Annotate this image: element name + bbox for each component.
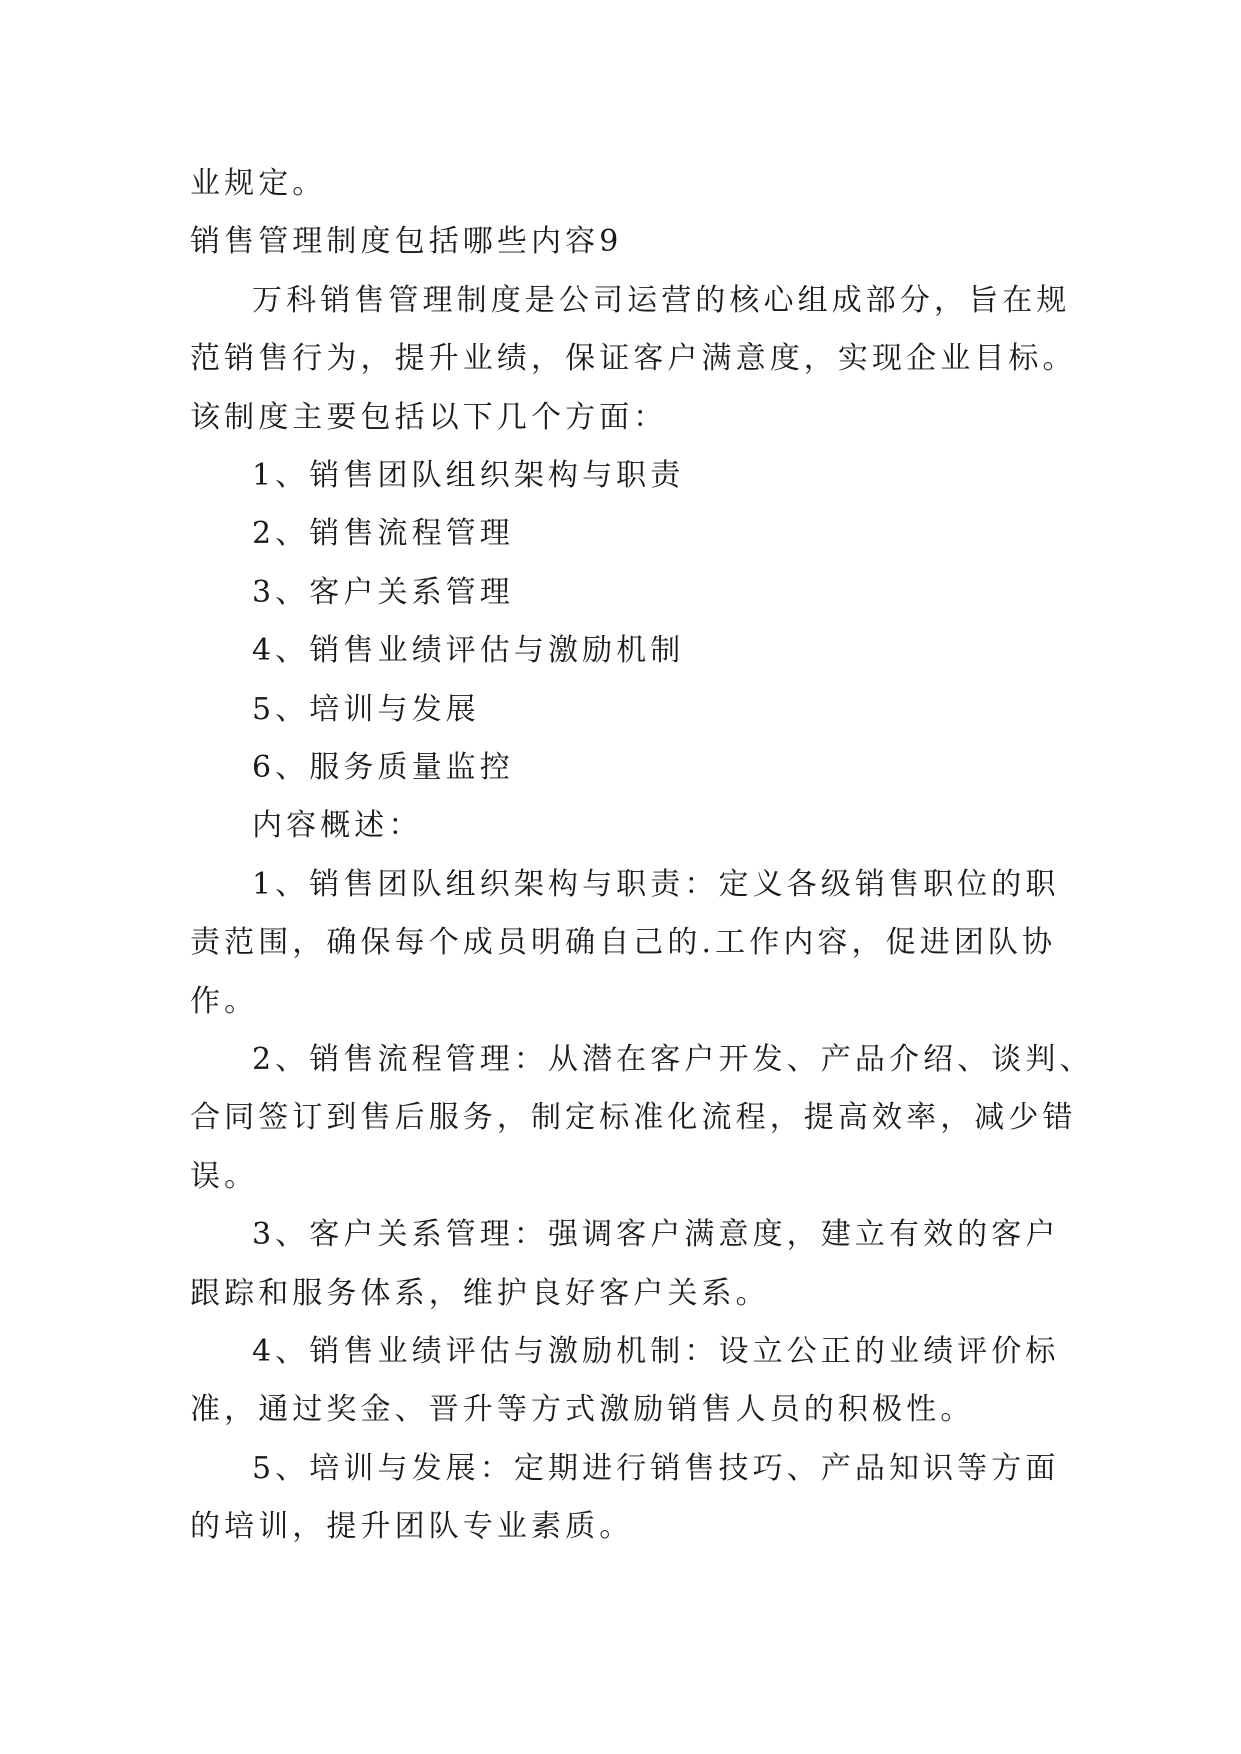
text-line: 2、销售流程管理：从潜在客户开发、产品介绍、谈判、 <box>252 1042 1094 1077</box>
text-line: 责范围，确保每个成员明确自己的.工作内容，促进团队协 <box>190 925 1057 960</box>
list-item: 6、服务质量监控 <box>252 750 514 785</box>
text-line: 1、销售团队组织架构与职责：定义各级销售职位的职 <box>252 867 1060 902</box>
text-line: 4、销售业绩评估与激励机制：设立公正的业绩评价标 <box>252 1334 1060 1369</box>
section-heading: 销售管理制度包括哪些内容9 <box>190 224 623 259</box>
list-item: 5、培训与发展 <box>252 692 480 727</box>
text-line: 5、培训与发展：定期进行销售技巧、产品知识等方面 <box>252 1451 1060 1486</box>
text-line: 作。 <box>190 984 259 1019</box>
text-line: 准，通过奖金、晋升等方式激励销售人员的积极性。 <box>190 1392 975 1427</box>
text-line: 该制度主要包括以下几个方面： <box>190 400 668 435</box>
text-line: 万科销售管理制度是公司运营的核心组成部分，旨在规 <box>252 283 1071 318</box>
text-line: 的培训，提升团队专业素质。 <box>190 1509 634 1544</box>
list-item: 1、销售团队组织架构与职责 <box>252 458 685 493</box>
text-line: 3、客户关系管理：强调客户满意度，建立有效的客户 <box>252 1217 1060 1252</box>
text-line: 误。 <box>190 1159 259 1194</box>
list-item: 3、客户关系管理 <box>252 575 514 610</box>
text-line: 业规定。 <box>190 166 327 201</box>
text-line: 范销售行为，提升业绩，保证客户满意度，实现企业目标。 <box>190 341 1077 376</box>
text-line: 合同签订到售后服务，制定标准化流程，提高效率，减少错 <box>190 1100 1077 1135</box>
list-item: 4、销售业绩评估与激励机制 <box>252 633 685 668</box>
list-item: 2、销售流程管理 <box>252 516 514 551</box>
subheading: 内容概述： <box>252 808 423 843</box>
text-line: 跟踪和服务体系，维护良好客户关系。 <box>190 1276 770 1311</box>
